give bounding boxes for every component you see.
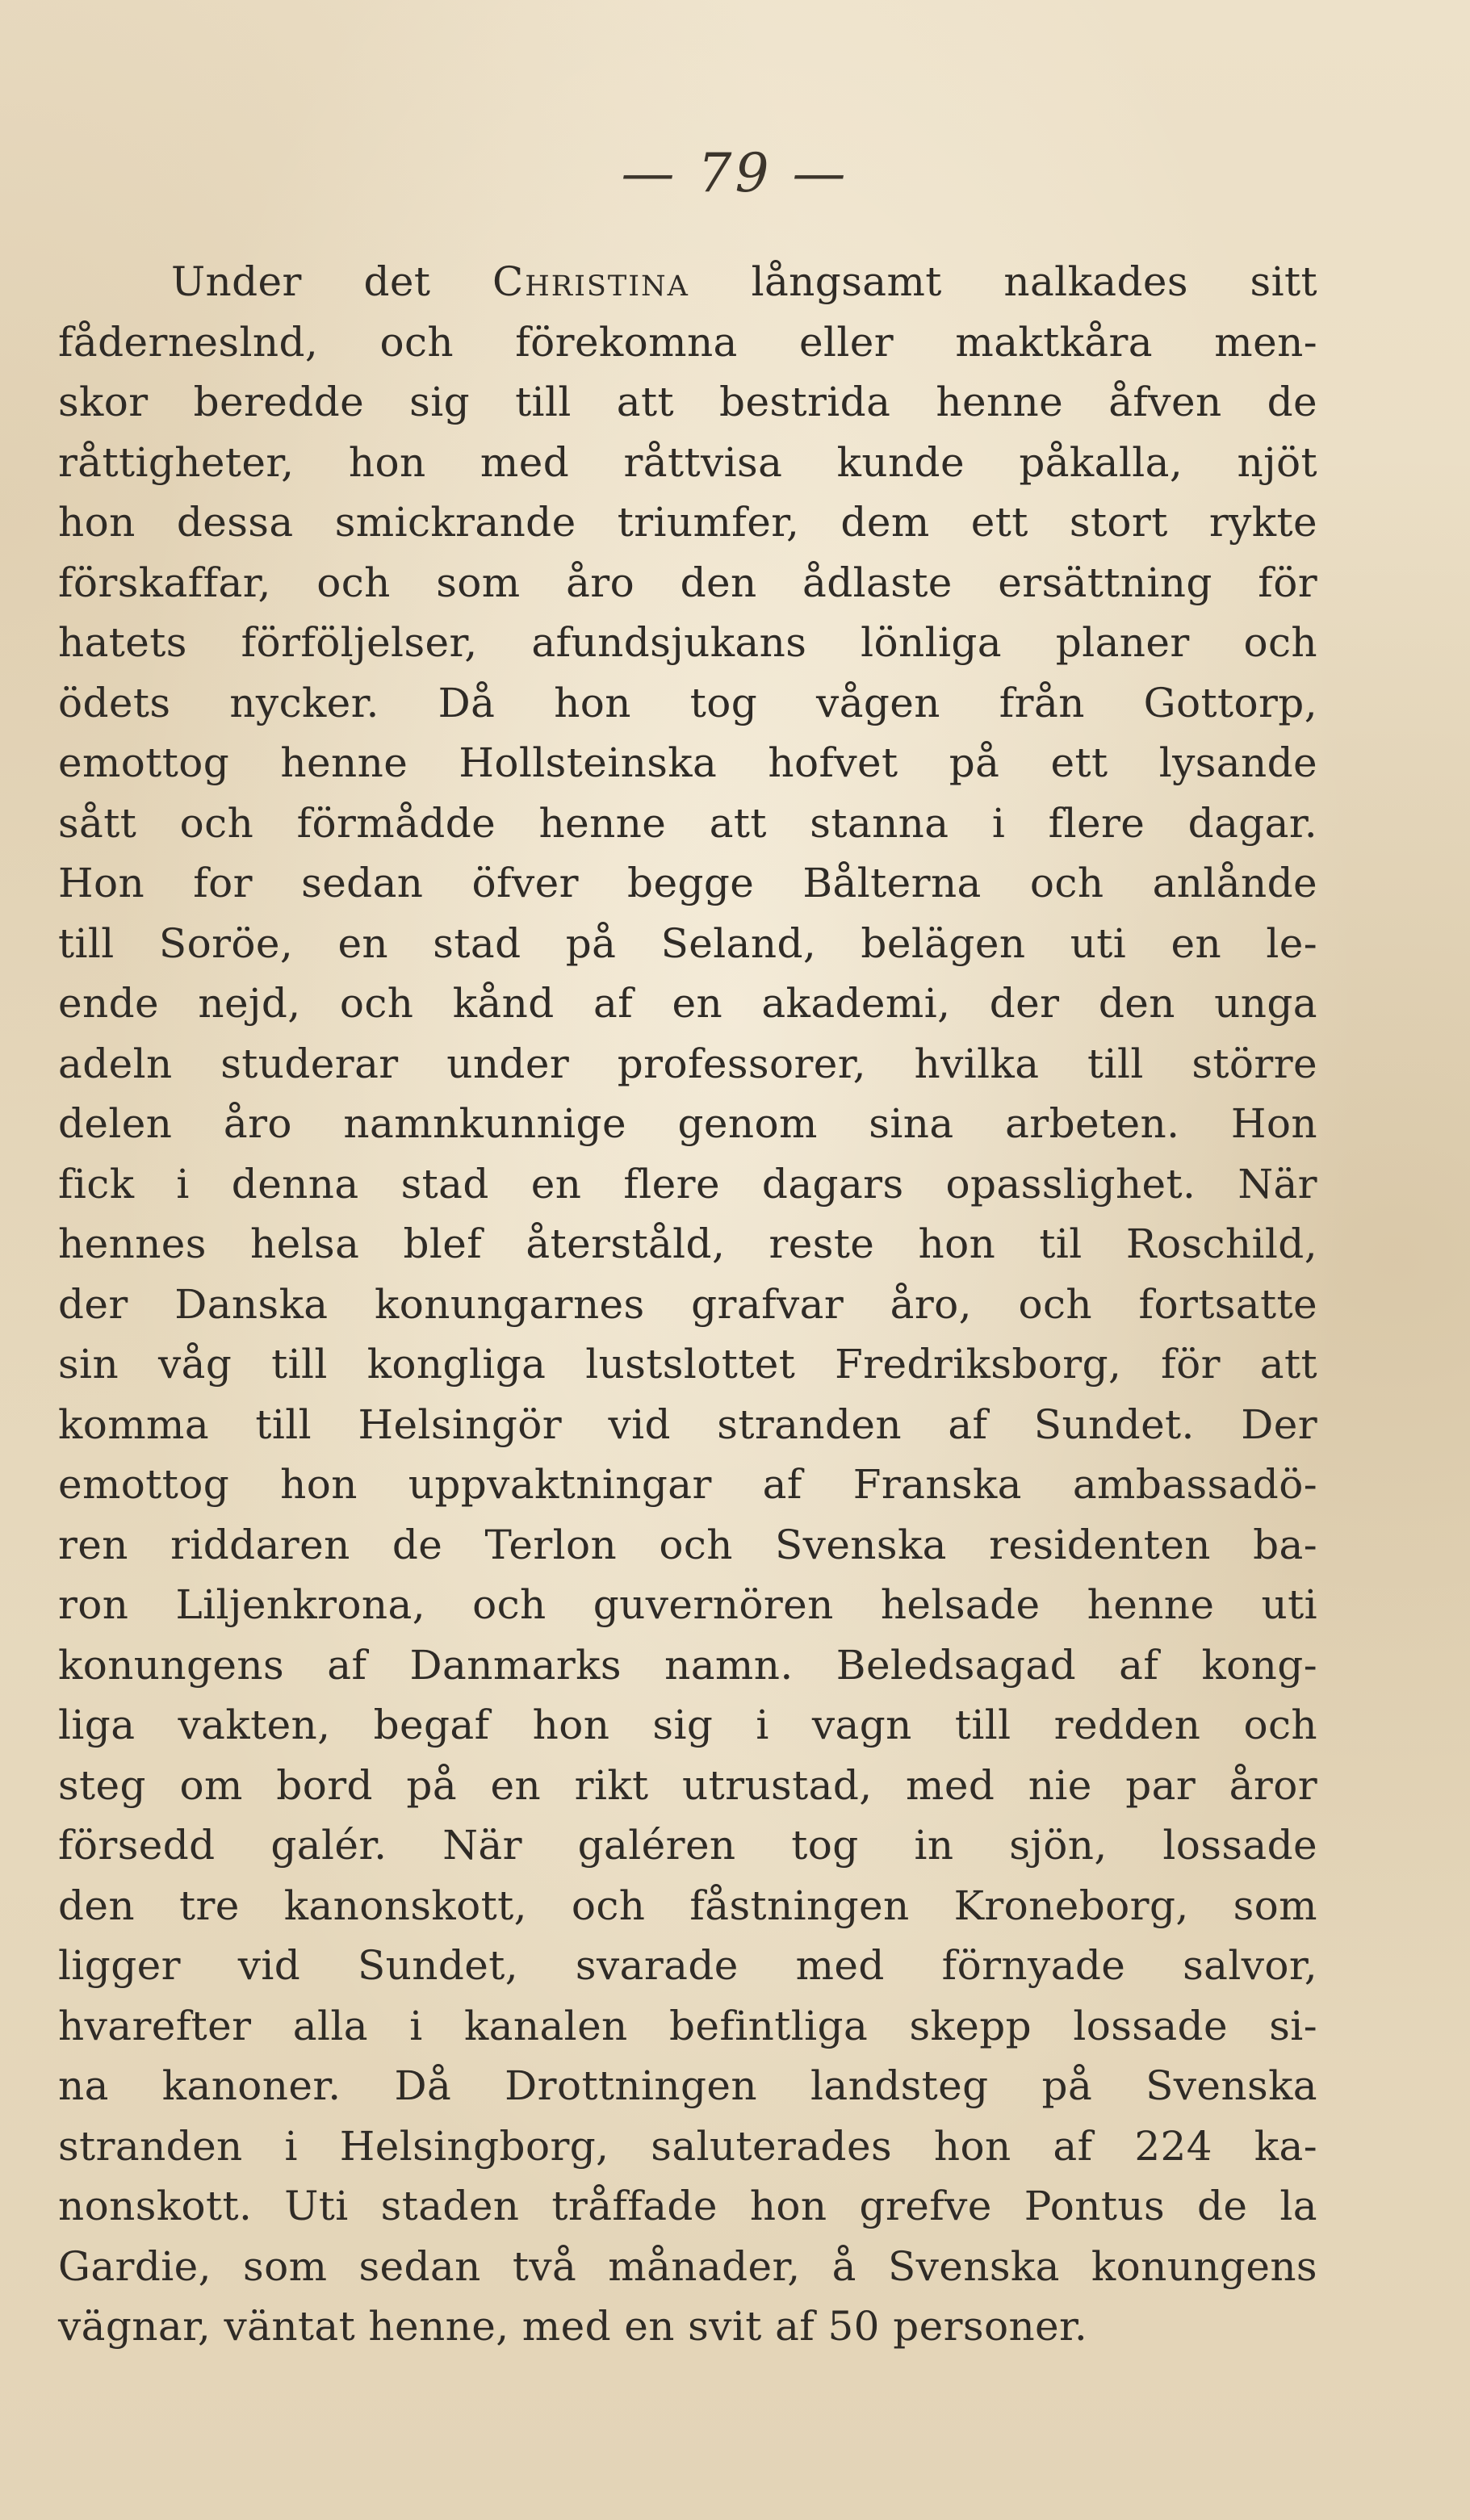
page-number: — 79 — bbox=[621, 142, 849, 204]
text-line: steg om bord på en rikt utrustad, med nie par åror bbox=[58, 1761, 1317, 1809]
text-line: nonskott. Uti staden tråffade hon grefve Pontus de la bbox=[58, 2183, 1317, 2229]
text-line: der Danska konungarnes grafvar åro, och fortsatte bbox=[58, 1280, 1317, 1328]
text-line: råttigheter, hon med råttvisa kunde påkalla, njöt bbox=[58, 438, 1317, 486]
text-line: ren riddaren de Terlon och Svenska residenten ba- bbox=[58, 1521, 1317, 1568]
text-line: den tre kanonskott, och fåstningen Kroneborg, som bbox=[58, 1882, 1317, 1929]
text-line: förskaffar, och som åro den ådlaste ersättning för bbox=[58, 559, 1317, 606]
text-line: ödets nycker. Då hon tog vågen från Gottorp, bbox=[58, 679, 1317, 726]
text-line: hatets förföljelser, afundsjukans lönliga planer och bbox=[58, 619, 1317, 666]
text-line: hennes helsa blef återståld, reste hon til Roschild, bbox=[58, 1220, 1317, 1267]
text-line: till Soröe, en stad på Seland, belägen uti en le- bbox=[58, 919, 1317, 967]
text-line: vägnar, väntat henne, med en svit af 50 personer. bbox=[58, 2303, 1088, 2350]
text-line-start: Under det bbox=[171, 258, 492, 305]
text-line: konungens af Danmarks namn. Beledsagad af kong- bbox=[58, 1641, 1317, 1689]
text-line: ligger vid Sundet, svarade med förnyade salvor, bbox=[58, 1942, 1317, 1989]
text-line: sått och förmådde henne att stanna i flere dagar. bbox=[58, 799, 1317, 847]
text-line: fåderneslnd, och förekomna eller maktkåra men- bbox=[58, 318, 1317, 366]
text-line: sin våg till kongliga lustslottet Fredriksborg, för att bbox=[58, 1341, 1317, 1388]
text-line: liga vakten, begaf hon sig i vagn till redden och bbox=[58, 1702, 1317, 1748]
text-line: Hon for sedan öfver begge Bålterna och anlånde bbox=[58, 860, 1317, 906]
text-line: komma till Helsingör vid stranden af Sundet. Der bbox=[58, 1400, 1317, 1448]
text-line: adeln studerar under professorer, hvilka till större bbox=[58, 1040, 1317, 1087]
text-line: ende nejd, och kånd af en akademi, der den unga bbox=[58, 980, 1317, 1027]
text-line: hon dessa smickrande triumfer, dem ett stort rykte bbox=[58, 499, 1317, 546]
text-line: försedd galér. När galéren tog in sjön, lossade bbox=[58, 1822, 1317, 1869]
body-paragraph bbox=[58, 252, 1317, 2357]
proper-name: Christina bbox=[492, 258, 689, 305]
text-line: fick i denna stad en flere dagars opasslighet. När bbox=[58, 1160, 1317, 1208]
text-line: hvarefter alla i kanalen befintliga skepp lossade si- bbox=[58, 2002, 1317, 2049]
text-line-end: långsamt nalkades sitt bbox=[689, 258, 1317, 305]
text-line bbox=[58, 252, 1317, 312]
text-line: stranden i Helsingborg, saluterades hon af 224 ka- bbox=[58, 2122, 1317, 2170]
text-line: na kanoner. Då Drottningen landsteg på Svenska bbox=[58, 2062, 1317, 2109]
text-line: emottog hon uppvaktningar af Franska ambassadö- bbox=[58, 1461, 1317, 1508]
text-line: skor beredde sig till att bestrida henne åfven de bbox=[58, 379, 1317, 425]
text-line: ron Liljenkrona, och guvernören helsade henne uti bbox=[58, 1581, 1317, 1628]
text-line: emottog henne Hollsteinska hofvet på ett lysande bbox=[58, 739, 1317, 786]
text-line: Gardie, som sedan två månader, å Svenska konungens bbox=[58, 2242, 1317, 2290]
text-line: delen åro namnkunnige genom sina arbeten. Hon bbox=[58, 1100, 1317, 1147]
